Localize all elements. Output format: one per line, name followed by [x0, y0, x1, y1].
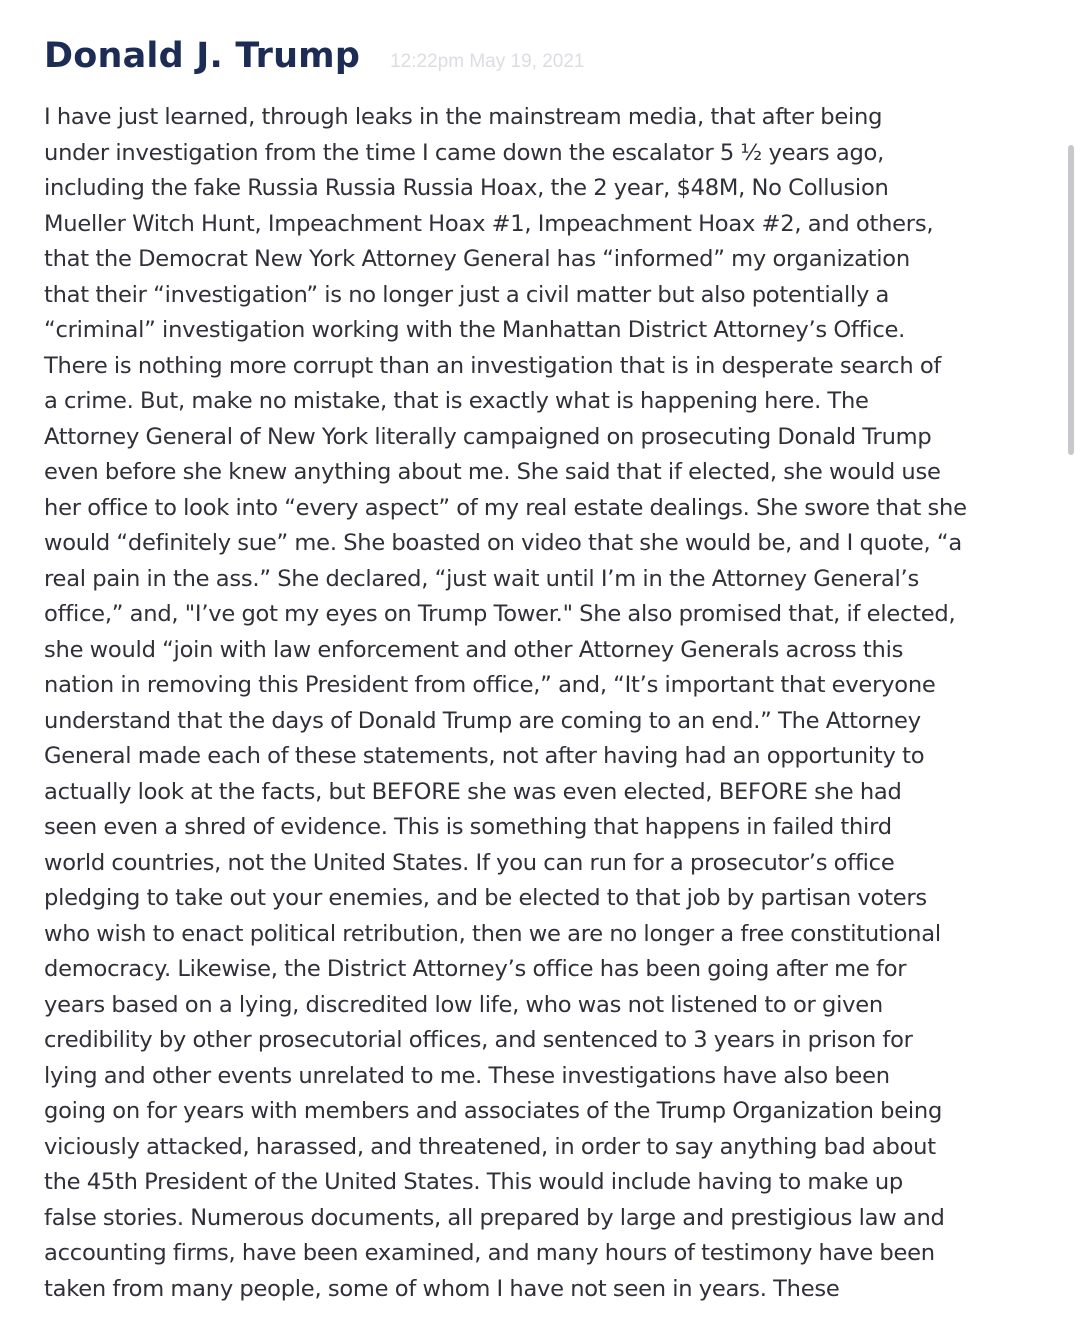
post-body-line: that their “investigation” is no longer just a civil matter but also potentially a — [44, 281, 890, 308]
post-body-line: going on for years with members and associates of the Trump Organization being — [44, 1098, 943, 1124]
post-timestamp[interactable]: 12:22pm May 19, 2021 — [390, 51, 585, 72]
post-body-line: taken from many people, some of whom I have not seen in years. These — [44, 1275, 840, 1302]
post-header — [44, 36, 1019, 92]
post-body-line: who wish to enact political retribution, then we are no longer a free constitutional — [44, 920, 941, 947]
post-body-line: world countries, not the United States. If you can run for a prosecutor’s office — [44, 849, 895, 876]
post-body-line: democracy. Likewise, the District Attorney’s office has been going after me for — [44, 956, 907, 982]
post-body-line: pledging to take out your enemies, and be elected to that job by partisan voters — [44, 885, 927, 911]
post-body-line: her office to look into “every aspect” of my real estate dealings. She swore that she — [44, 494, 967, 521]
post-body-line: “criminal” investigation working with the Manhattan District Attorney’s Office. — [44, 317, 906, 343]
post-body-line: lying and other events unrelated to me. These investigations have also been — [44, 1062, 890, 1089]
post-body-line: office,” and, "I’ve got my eyes on Trump Tower." She also promised that, if elected, — [44, 601, 956, 627]
post-body-line: There is nothing more corrupt than an investigation that is in desperate search of — [44, 352, 942, 379]
scrollbar-thumb[interactable] — [1068, 145, 1074, 455]
post-body-line: General made each of these statements, not after having had an opportunity to — [44, 743, 925, 769]
post-body-line: understand that the days of Donald Trump are coming to an end.” The Attorney — [44, 707, 921, 734]
post-body-line: viciously attacked, harassed, and threatened, in order to say anything bad about — [44, 1133, 936, 1160]
post-container — [44, 36, 1019, 1307]
post-body-line: credibility by other prosecutorial offices, and sentenced to 3 years in prison for — [44, 1027, 913, 1053]
post-body-line: even before she knew anything about me. She said that if elected, she would use — [44, 459, 941, 485]
post-body-line: including the fake Russia Russia Russia Hoax, the 2 year, $48M, No Collusion — [44, 175, 889, 201]
post-body-line: that the Democrat New York Attorney General has “informed” my organization — [44, 246, 910, 272]
post-author[interactable]: Donald J. Trump — [44, 36, 361, 76]
post-body-line: the 45th President of the United States. This would include having to make up — [44, 1169, 903, 1195]
post-body-line: actually look at the facts, but BEFORE she was even elected, BEFORE she had — [44, 778, 902, 805]
post-body-line: under investigation from the time I came down the escalator 5 ½ years ago, — [44, 139, 885, 166]
post-body-line: a crime. But, make no mistake, that is exactly what is happening here. The — [44, 388, 869, 414]
post-body-line: false stories. Numerous documents, all prepared by large and prestigious law and — [44, 1204, 945, 1231]
post-body-line: accounting firms, have been examined, and many hours of testimony have been — [44, 1240, 935, 1266]
post-body-line: real pain in the ass.” She declared, “just wait until I’m in the Attorney General’s — [44, 565, 919, 592]
post-body-line: nation in removing this President from office,” and, “It’s important that everyone — [44, 672, 936, 698]
post-body-line: Mueller Witch Hunt, Impeachment Hoax #1, Impeachment Hoax #2, and others, — [44, 210, 934, 237]
post-body — [44, 100, 1019, 1307]
post-body-line: years based on a lying, discredited low life, who was not listened to or given — [44, 991, 883, 1018]
post-body-line: Attorney General of New York literally campaigned on prosecuting Donald Trump — [44, 423, 932, 450]
post-body-line: I have just learned, through leaks in the mainstream media, that after being — [44, 104, 883, 130]
post-body-line: would “definitely sue” me. She boasted on video that she would be, and I quote, “a — [44, 530, 962, 556]
post-body-line: seen even a shred of evidence. This is something that happens in failed third — [44, 814, 892, 840]
post-body-line: she would “join with law enforcement and other Attorney Generals across this — [44, 636, 904, 663]
